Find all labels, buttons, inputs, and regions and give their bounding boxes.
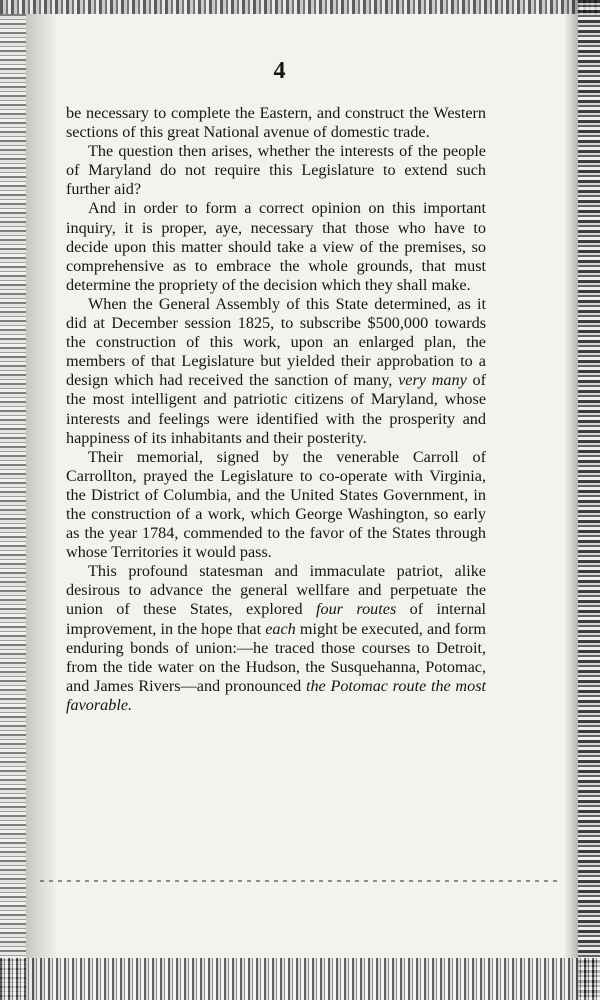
paragraph-text: Their memorial, signed by the venerable Carroll of Carrollton, prayed the Legislature to co-operate with Virginia, the District of Columbia, and the United States Government, in the construction of a work, which George Washington, so early as the year 1784, commended to the favor of the States through whose Territories it would pass. bbox=[66, 447, 486, 562]
paragraph-text: be necessary to complete the Eastern, and construct the Western sections of this great National avenue of domestic trade. bbox=[66, 104, 486, 142]
italic-text: very many bbox=[398, 371, 467, 390]
paragraph bbox=[66, 562, 486, 715]
paragraph-text: And in order to form a correct opinion on this important inquiry, it is proper, aye, necessary that those who have to decide upon this matter should take a view of the premises, so comprehensive as to embrace the whole grounds, that must determine the propriety of the decision which they shall make. bbox=[66, 199, 486, 294]
bottom-dotted-rule bbox=[40, 880, 560, 882]
left-binding-edge bbox=[0, 14, 26, 1000]
paragraph-text: might be executed, and form enduring bonds of union:—he traced those courses to Detroit, from the tide water on the Hudson, the Susquehanna, Potomac, and James Rivers—and pronounced bbox=[66, 619, 486, 695]
paragraph-text: of the most intelligent and patriotic citizens of Maryland, whose interests and feelings were identified with the prosperity and happiness of its inhabitants and their posterity. bbox=[66, 371, 487, 447]
paragraph-text: The question then arises, whether the interests of the people of Maryland do not require this Legislature to extend such further aid? bbox=[66, 142, 486, 199]
right-page-edge bbox=[578, 0, 600, 1000]
paragraph bbox=[66, 199, 486, 294]
body-text bbox=[66, 104, 486, 715]
paragraph-text: When the General Assembly of this State determined, as it did at December session 1825, to subscribe $500,000 towards the construction of this work, upon an enlarged plan, the members of that Legislature but yielded their approbation to a design which had received the sanction of many, bbox=[66, 294, 486, 390]
top-page-edge bbox=[0, 0, 600, 14]
page-number: 4 bbox=[273, 58, 287, 84]
left-gutter-shadow bbox=[26, 14, 58, 1000]
bottom-page-edge bbox=[0, 958, 600, 1000]
paragraph bbox=[66, 448, 486, 563]
paragraph bbox=[66, 142, 486, 199]
right-gutter-shadow bbox=[564, 0, 578, 1000]
paragraph bbox=[66, 295, 486, 448]
paragraph bbox=[66, 104, 486, 142]
italic-text: the Potomac route the most favorable. bbox=[66, 676, 487, 714]
italic-text: each bbox=[265, 619, 296, 638]
paragraph-text: of internal improvement, in the hope that bbox=[66, 600, 486, 638]
italic-text: four routes bbox=[316, 600, 397, 619]
paragraph-text: This profound statesman and immaculate patriot, alike desirous to advance the general wellfare and perpetuate the union of these States, explored bbox=[66, 562, 486, 619]
